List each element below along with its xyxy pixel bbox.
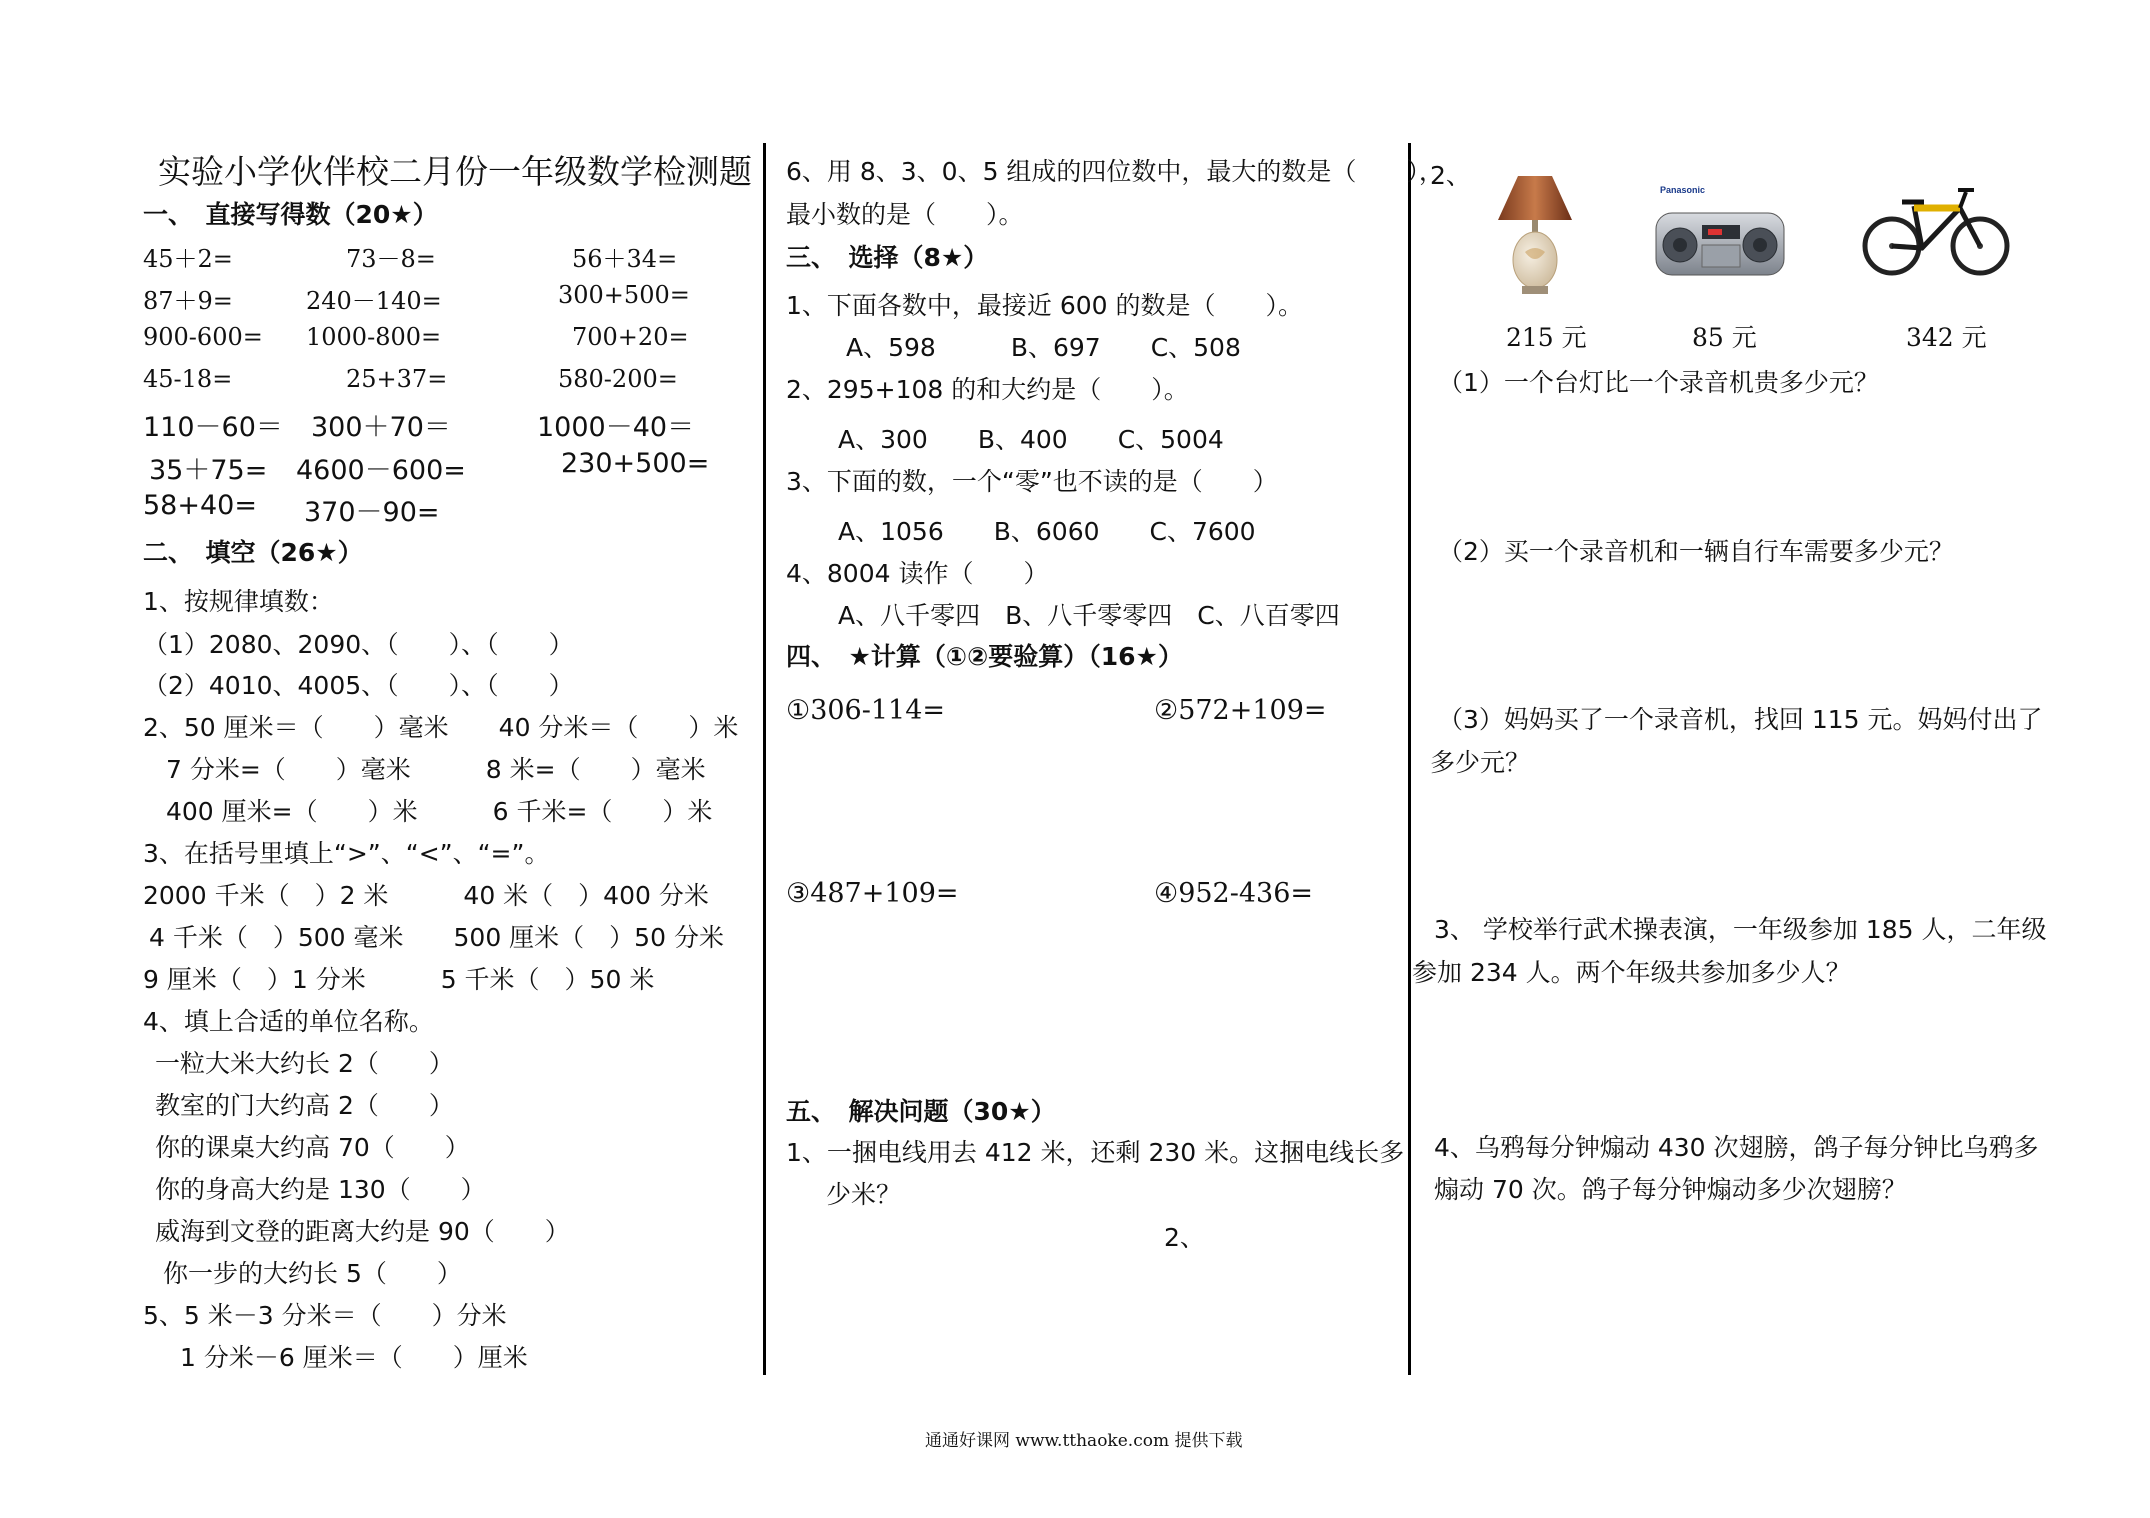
subquestion-1: （1）一个台灯比一个录音机贵多少元？ bbox=[1438, 368, 1879, 397]
problem-2-label: 2、 bbox=[1164, 1223, 1205, 1252]
fill-line: 威海到文登的距离大约是 90（ ） bbox=[155, 1217, 570, 1246]
fill-line: 2、50 厘米＝（ ）毫米 40 分米＝（ ）米 bbox=[143, 713, 739, 742]
fill-line: 2000 千米（ ）2 米 40 米（ ）400 分米 bbox=[143, 881, 709, 910]
fill-line: 9 厘米（ ）1 分米 5 千米（ ）50 米 bbox=[143, 965, 655, 994]
choice-options: A、1056 B、6060 C、7600 bbox=[838, 517, 1256, 546]
arithmetic-item: 110－60＝ bbox=[143, 412, 283, 443]
choice-question: 3、下面的数，一个“零”也不读的是（ ） bbox=[786, 467, 1278, 496]
section1-heading: 一、 直接写得数（20★） bbox=[143, 200, 438, 229]
fill-line: 3、在括号里填上“>”、“<”、“=”。 bbox=[143, 839, 550, 868]
choice-options: A、598 B、697 C、508 bbox=[846, 333, 1241, 362]
question-6-line1: 6、用 8、3、0、5 组成的四位数中，最大的数是（ ）， bbox=[786, 157, 1444, 186]
section5-heading: 五、 解决问题（30★） bbox=[786, 1097, 1056, 1126]
subquestion-3-line1: （3）妈妈买了一个录音机，找回 115 元。妈妈付出了 bbox=[1438, 705, 2043, 734]
subquestion-2: （2）买一个录音机和一辆自行车需要多少元？ bbox=[1438, 537, 1954, 566]
arithmetic-item: 4600－600= bbox=[296, 455, 466, 486]
arithmetic-item: 87＋9= bbox=[143, 287, 233, 315]
price-label: 85 元 bbox=[1692, 323, 1757, 352]
arithmetic-item: 58+40= bbox=[143, 490, 257, 521]
arithmetic-item: 230+500= bbox=[561, 448, 710, 479]
arithmetic-item: 300+500= bbox=[558, 281, 690, 309]
arithmetic-item: 35＋75= bbox=[149, 455, 268, 486]
arithmetic-item: 56＋34= bbox=[572, 245, 678, 273]
arithmetic-item: 45-18= bbox=[143, 365, 233, 393]
choice-question: 2、295+108 的和大约是（ ）。 bbox=[786, 375, 1189, 404]
arithmetic-item: 1000－40＝ bbox=[537, 412, 695, 443]
calc-item: ①306-114= bbox=[786, 695, 946, 726]
fill-line: （2）4010、4005、（ ）、（ ） bbox=[143, 671, 574, 700]
fill-line: 4 千米（ ）500 毫米 500 厘米（ ）50 分米 bbox=[149, 923, 724, 952]
section3-heading: 三、 选择（8★） bbox=[786, 243, 989, 272]
question-3-line2: 参加 234 人。两个年级共参加多少人？ bbox=[1412, 958, 1851, 987]
problem-1-line2: 少米？ bbox=[826, 1180, 902, 1209]
fill-line: 5、5 米－3 分米＝（ ）分米 bbox=[143, 1301, 507, 1330]
fill-line: 1 分米－6 厘米＝（ ）厘米 bbox=[180, 1343, 528, 1372]
arithmetic-item: 900-600= bbox=[143, 323, 263, 351]
choice-question: 1、下面各数中，最接近 600 的数是（ ）。 bbox=[786, 291, 1304, 320]
arithmetic-item: 25+37= bbox=[346, 365, 448, 393]
arithmetic-item: 1000-800= bbox=[306, 323, 442, 351]
calc-item: ④952-436= bbox=[1154, 878, 1314, 909]
question-2-label: 2、 bbox=[1430, 161, 1471, 190]
fill-line: 你的身高大约是 130（ ） bbox=[155, 1175, 486, 1204]
footer-credit: 通通好课网 www.tthaoke.com 提供下载 bbox=[925, 1431, 1243, 1451]
page-title: 实验小学伙伴校二月份一年级数学检测题 bbox=[158, 152, 752, 191]
column-divider-right bbox=[1408, 143, 1411, 1375]
lamp-icon bbox=[1490, 172, 1580, 297]
question-4-line1: 4、乌鸦每分钟煽动 430 次翅膀，鸽子每分钟比乌鸦多 bbox=[1434, 1133, 2039, 1162]
arithmetic-item: 240－140= bbox=[306, 287, 442, 315]
bicycle-icon bbox=[1862, 178, 2012, 288]
calc-item: ②572+109= bbox=[1154, 695, 1327, 726]
problem-1-line1: 1、一捆电线用去 412 米，还剩 230 米。这捆电线长多 bbox=[786, 1138, 1405, 1167]
fill-line: 教室的门大约高 2（ ） bbox=[155, 1091, 454, 1120]
arithmetic-item: 45＋2= bbox=[143, 245, 233, 273]
arithmetic-item: 73－8= bbox=[346, 245, 436, 273]
price-label: 342 元 bbox=[1906, 323, 1987, 352]
fill-line: 你一步的大约长 5（ ） bbox=[163, 1259, 462, 1288]
radio-brand-label: Panasonic bbox=[1660, 185, 1706, 195]
section2-heading: 二、 填空（26★） bbox=[143, 538, 363, 567]
arithmetic-item: 300＋70＝ bbox=[311, 412, 451, 443]
calc-item: ③487+109= bbox=[786, 878, 959, 909]
arithmetic-item: 580-200= bbox=[558, 365, 678, 393]
fill-line: 4、填上合适的单位名称。 bbox=[143, 1007, 434, 1036]
arithmetic-item: 700+20= bbox=[572, 323, 689, 351]
fill-line: 一粒大米大约长 2（ ） bbox=[155, 1049, 454, 1078]
arithmetic-item: 370－90= bbox=[304, 497, 440, 528]
choice-options: A、300 B、400 C、5004 bbox=[838, 425, 1224, 454]
choice-question: 4、8004 读作（ ） bbox=[786, 559, 1049, 588]
price-label: 215 元 bbox=[1506, 323, 1587, 352]
radio-icon bbox=[1648, 185, 1793, 285]
section4-heading: 四、 ★计算（①②要验算）（16★） bbox=[786, 642, 1183, 671]
question-4-line2: 煽动 70 次。鸽子每分钟煽动多少次翅膀？ bbox=[1434, 1175, 1907, 1204]
fill-line: （1）2080、2090、（ ）、（ ） bbox=[143, 630, 574, 659]
subquestion-3-line2: 多少元？ bbox=[1430, 748, 1531, 777]
question-6-line2: 最小数的是（ ）。 bbox=[786, 200, 1024, 229]
fill-line: 7 分米=（ ）毫米 8 米=（ ）毫米 bbox=[166, 755, 706, 784]
fill-line: 400 厘米=（ ）米 6 千米=（ ）米 bbox=[166, 797, 713, 826]
fill-line: 你的课桌大约高 70（ ） bbox=[155, 1133, 470, 1162]
choice-options: A、八千零四 B、八千零零四 C、八百零四 bbox=[838, 601, 1340, 630]
fill-line: 1、按规律填数： bbox=[143, 587, 334, 616]
column-divider-left bbox=[763, 143, 766, 1375]
question-3-line1: 3、 学校举行武术操表演，一年级参加 185 人，二年级 bbox=[1434, 915, 2047, 944]
